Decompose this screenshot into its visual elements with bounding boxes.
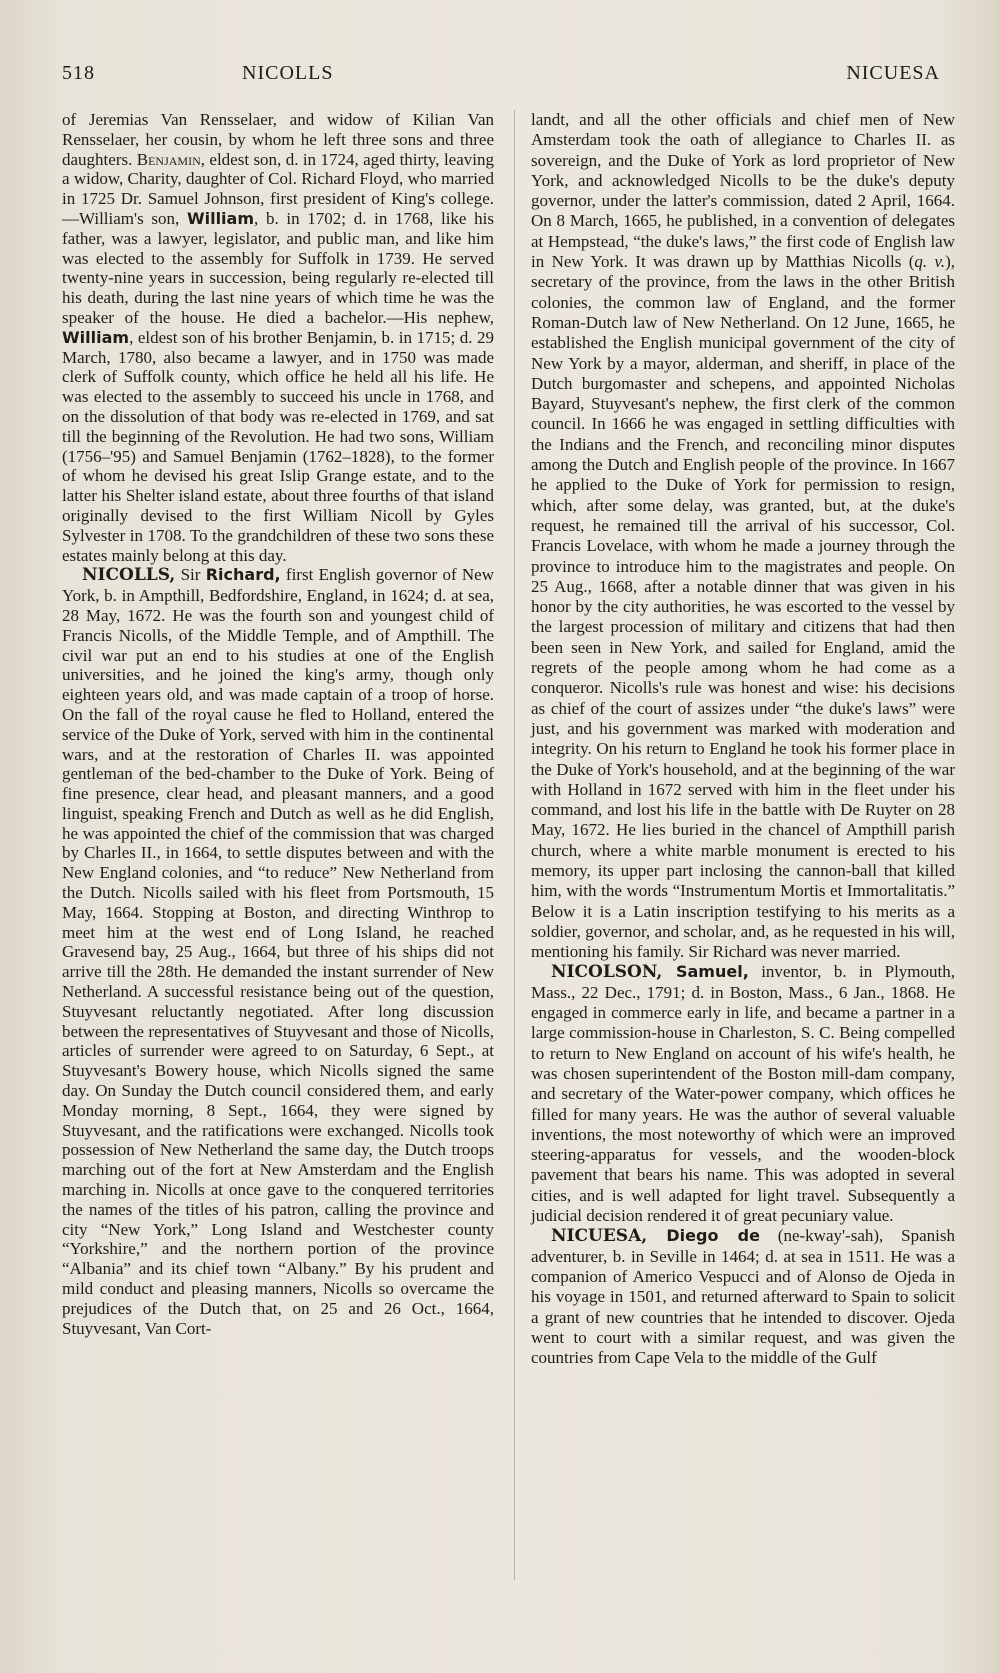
left-column [62, 110, 494, 1338]
paragraph-nicoll-family [62, 110, 494, 565]
text-run: Sir [175, 565, 206, 585]
entry-given-name: Samuel, [662, 962, 749, 982]
entry-body: (ne-kway'-sah), Spanish adventurer, b. in Seville in 1464; d. at sea in 1511. He was a companion of Americo Vespucci and of Alonso de Ojeda in his voyage in 1501, and returned afterward to Spain to solicit a grant of new countries that he intended to discover. Ojeda went to court with a similar request, and was given the countries from Cape Vela to the middle of the Gulf [531, 1226, 955, 1368]
entry-nicuesa-diego [531, 1226, 955, 1368]
entry-nicolson-samuel [531, 962, 955, 1226]
right-column [531, 110, 955, 1368]
cross-reference: q. v. [914, 252, 946, 272]
text-run: of Jeremias Van Rensselaer, and widow of Kilian Van Rensselaer, her cousin, by whom he left three sons and three daughters. [62, 110, 494, 169]
entry-nicolls-richard [62, 565, 494, 1338]
entry-body: first English governor of New York, b. in Ampthill, Bedfordshire, England, in 1624; d. at sea, 28 May, 1672. He was the fourth son and youngest child of Francis Nicolls, of the Middle Temple, and of Ampthill. The civil war put an end to his studies at one of the English universities, and he joined the king's army, though only eighteen years old, and was made captain of a troop of horse. On the fall of the royal cause he fled to Holland, entered the service of the Duke of York, served with him in the continental wars, and at the restoration of Charles II. was appointed gentleman of the bed-chamber to the Duke of York. Being of fine presence, clear head, and pleasant manners, and a good linguist, speaking French and Dutch as well as he did English, he was appointed the chief of the commission that was charged by Charles II., in 1664, to settle disputes between and with the New England colonies, and “to reduce” New Netherland from the Dutch. Nicolls sailed with his fleet from Portsmouth, 15 May, 1664. Stopping at Boston, and directing Winthrop to meet him at the west end of Long Island, he reached Gravesend bay, 25 Aug., 1664, but three of his ships did not arrive till the 28th. He demanded the instant surrender of New Netherland. A successful resistance being out of the question, Stuyvesant reluctantly negotiated. After long discussion between the representatives of Stuyvesant and those of Nicolls, articles of surrender were agreed to on Saturday, 6 Sept., at Stuyvesant's Bowery house, which Nicolls signed the same day. On Sunday the Dutch council considered them, and early Monday morning, 8 Sept., 1664, they were signed by Stuyvesant, and the ratifications were exchanged. Nicolls took possession of New Netherland the same day, the Dutch troops marching out of the fort at New Amsterdam and the English marching in. Nicolls at once gave to the conquered territories the names of the titles of his patron, calling the province and city “New York,” Long Island and Westchester county “Yorkshire,” and the northern portion of the province “Albania” and its chief town “Albany.” By his prudent and mild conduct and pleasing manners, Nicolls so overcame the prejudices of the Dutch that, on 25 and 26 Oct., 1664, Stuyvesant, Van Cort- [62, 565, 494, 1338]
running-head-right: NICUESA [846, 62, 940, 84]
text-run: landt, and all the other officials and chief men of New Amsterdam took the oath of allegiance to Charles II. as sovereign, and the Duke of York as lord proprietor of New York, and acknowledged Nicolls to be the duke's deputy governor, under the latter's commission, dated 2 April, 1664. On 8 March, 1665, he published, in a convention of delegates at Hempstead, “the duke's laws,” the first code of English law in New York. It was drawn up by Matthias Nicolls ( [531, 110, 955, 272]
text-run: , eldest son, d. in 1724, aged thirty, leaving a widow, Charity, daughter of Col. Richard Floyd, who married in 1725 Dr. Samuel Johnson, first president of King's college.—William's son, [62, 149, 494, 228]
text-run: , b. in 1702; d. in 1768, like his father, was a lawyer, legislator, and public man, and like him was elected to the assembly for Suffolk in 1739. He served twenty-nine years in succession, being regularly re-elected till his death, during the last nine years of which time he was the speaker of the house. He died a bachelor.—His nephew, [62, 208, 495, 327]
running-head-left: NICOLLS [242, 62, 334, 84]
page-number: 518 [62, 62, 95, 84]
paragraph-nicolls-continued [531, 110, 955, 962]
entry-body: inventor, b. in Plymouth, Mass., 22 Dec., 1791; d. in Boston, Mass., 6 Jan., 1868. He engaged in commerce early in life, and became a partner in a large commission-house in Charleston, S. C. Being compelled to return to New England on account of his wife's health, he was chosen superintendent of the Boston mill-dam company, and secretary of the Water-power company, which offices he filled for many years. He was the author of several valuable inventions, the most noteworthy of which were an improved steering-apparatus for vessels, and the wooden-block pavement that bears his name. This was adopted in several cities, and is well adapted for light travel. Subsequently a judicial decision rendered it of great pecuniary value. [531, 962, 955, 1226]
entry-given-name: Richard, [205, 565, 281, 585]
column-divider [514, 110, 515, 1580]
entry-headword: NICOLLS, [82, 565, 176, 586]
person-name-william: William [186, 208, 255, 228]
text-run: , eldest son of his brother Benjamin, b. in 1715; d. 29 March, 1780, also became a lawyer, and in 1750 was made clerk of Suffolk county, which office he held all his life. He was elected to the assembly to succeed his uncle in 1768, and on the dissolution of that body was re-elected in 1769, and sat till the beginning of the Revolution. He had two sons, William (1756–'95) and Samuel Benjamin (1762–1828), to the former of whom he devised his great Islip Grange estate, and to the latter his Shelter island estate, about three fourths of that island originally devised to the first William Nicoll by Gyles Sylvester in 1708. To the grandchildren of these two sons these estates mainly belong at this day. [62, 327, 494, 565]
text-run: ), secretary of the province, from the laws in the other British colonies, the common law of England, and the former Roman-Dutch law of New Netherland. On 12 June, 1665, he established the English municipal government of the city of New York by a mayor, alderman, and sheriff, in place of the Dutch burgomaster and schepens, and appointed Nicholas Bayard, Stuyvesant's nephew, the first clerk of the common council. In 1666 he was engaged in settling difficulties with the Indians and the French, and reconciling minor disputes among the Dutch and English people of the province. In 1667 he applied to the Duke of York for permission to resign, which, after some delay, was granted, but, at the duke's request, he remained till the arrival of his successor, Col. Francis Lovelace, with whom he made a journey through the province to introduce him to the magistrates and people. On 25 Aug., 1668, after a notable dinner that was given in his honor by the city authorities, he was escorted to the vessel by the largest procession of military and citizens that had then been seen in New York, and sailed for England, amid the regrets of the people among whom he had come as a conqueror. Nicolls's rule was honest and wise: his decisions as chief of the court of assizes under “the duke's laws” were just, and his government was marked with moderation and integrity. On his return to England he took his former place in the Duke of York's household, and at the beginning of the war with Holland in 1672 served with him in the fleet under his command, and lost his life in the battle with De Ruyter on 28 May, 1672. He lies buried in the chancel of Ampthill parish church, where a white marble monument is erected to his memory, its upper part inclosing the cannon-ball that killed him, with the words “Instrumentum Mortis et Immortalitatis.” Below it is a Latin inscription testifying to his merits as a soldier, governor, and scholar, and, as he requested in his will, mentioning his family. Sir Richard was never married. [531, 252, 955, 962]
entry-given-name: Diego de [647, 1226, 760, 1246]
person-name-benjamin: Benjamin [136, 149, 201, 169]
entry-headword: NICUESA, [551, 1226, 648, 1247]
person-name-william-nephew: William [62, 327, 130, 347]
page-header [62, 62, 940, 92]
entry-headword: NICOLSON, [551, 962, 663, 983]
